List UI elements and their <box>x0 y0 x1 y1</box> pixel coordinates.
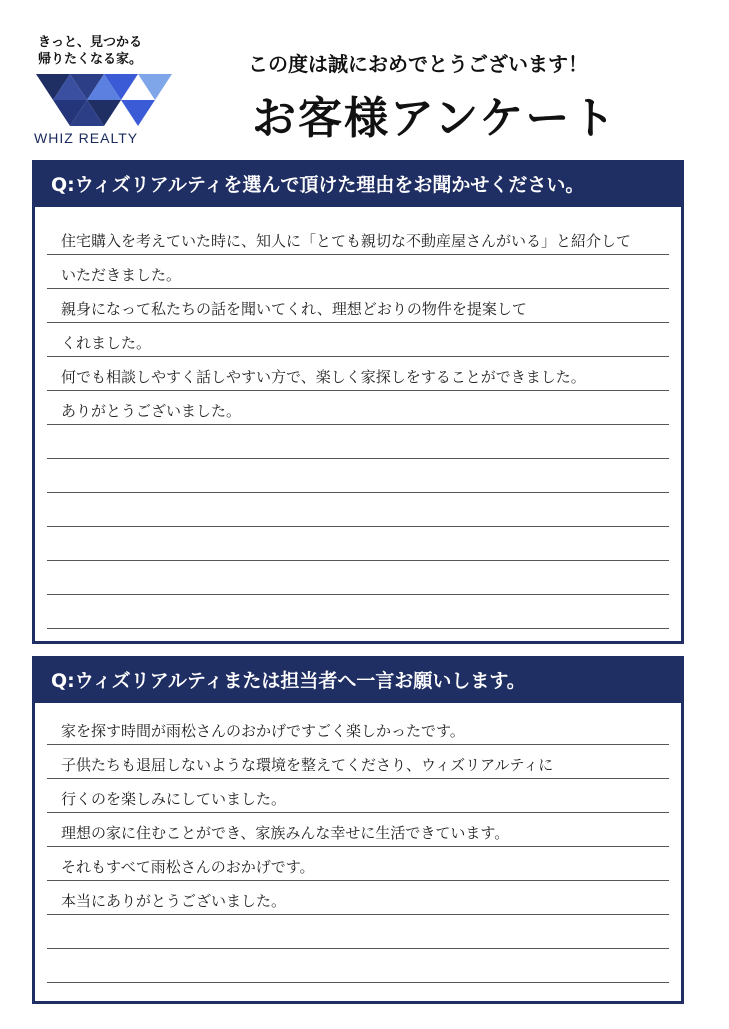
question-2-panel <box>32 656 684 1004</box>
answer-line: 住宅購入を考えていた時に、知人に「とても親切な不動産屋さんがいる」と紹介して <box>47 221 669 255</box>
answer-line: 理想の家に住むことができ、家族みんな幸せに生活できています。 <box>47 813 669 847</box>
answer-line <box>47 425 669 459</box>
answer-line <box>47 595 669 629</box>
answer-line: 親身になって私たちの話を聞いてくれ、理想どおりの物件を提案して <box>47 289 669 323</box>
answer-line: それもすべて雨松さんのおかげです。 <box>47 847 669 881</box>
answer-line: ありがとうございました。 <box>47 391 669 425</box>
question-1-heading: Q:ウィズリアルティを選んで頂けた理由をお聞かせください。 <box>35 163 681 207</box>
page-title: お客様アンケート <box>252 93 618 144</box>
brand-name: WHIZ REALTY <box>34 130 139 146</box>
question-1-answer-lines <box>35 207 681 629</box>
answer-line <box>47 915 669 949</box>
whiz-realty-logo-mark <box>36 74 172 126</box>
answer-line <box>47 493 669 527</box>
answer-line <box>47 949 669 983</box>
answer-line: いただきました。 <box>47 255 669 289</box>
answer-line: 家を探す時間が雨松さんのおかげですごく楽しかったです。 <box>47 711 669 745</box>
answer-line <box>47 459 669 493</box>
answer-line: 何でも相談しやすく話しやすい方で、楽しく家探しをすることができました。 <box>47 357 669 391</box>
answer-line <box>47 527 669 561</box>
answer-line: 本当にありがとうございました。 <box>47 881 669 915</box>
answer-line: くれました。 <box>47 323 669 357</box>
answer-line: 行くのを楽しみにしていました。 <box>47 779 669 813</box>
tagline-line-2: 帰りたくなる家。 <box>38 52 143 67</box>
tagline-line-1: きっと、見つかる <box>38 35 143 50</box>
question-2-heading: Q:ウィズリアルティまたは担当者へ一言お願いします。 <box>35 659 681 703</box>
answer-line: 子供たちも退屈しないような環境を整えてくださり、ウィズリアルティに <box>47 745 669 779</box>
brand-tagline <box>38 34 198 68</box>
page-subtitle: この度は誠におめでとうございます！ <box>248 52 588 76</box>
question-2-answer-lines <box>35 703 681 983</box>
question-1-panel <box>32 160 684 644</box>
answer-line <box>47 561 669 595</box>
